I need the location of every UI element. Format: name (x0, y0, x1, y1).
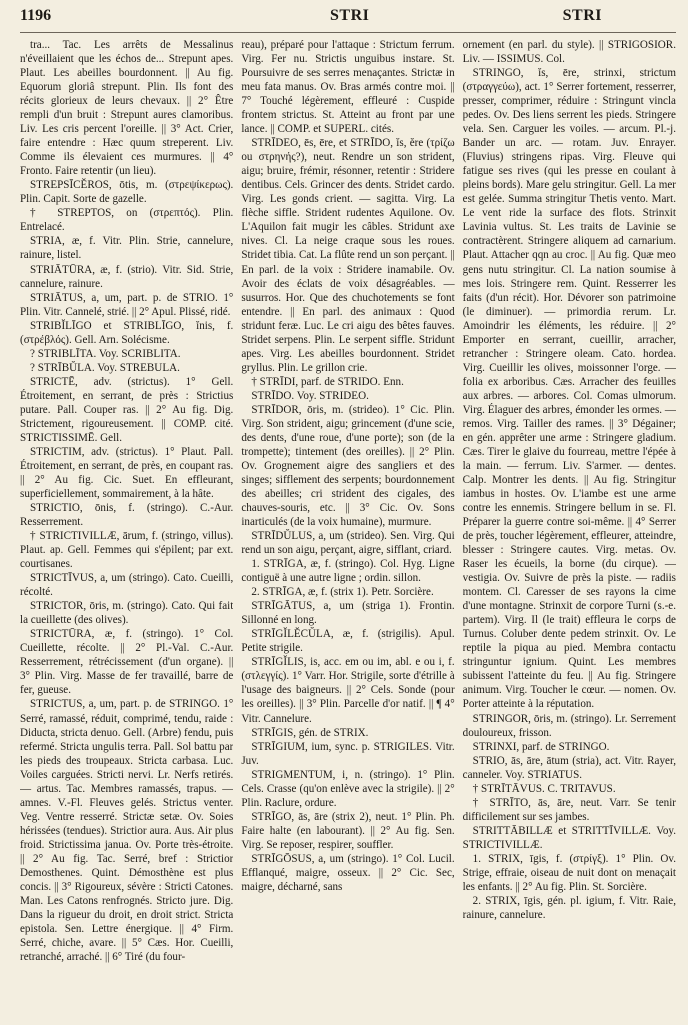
dictionary-entry: 1. STRĪGA, æ, f. (stringo). Col. Hyg. Ligne contiguë à une autre ligne ; ordin. sillon. (241, 558, 455, 585)
dictionary-entry: STRICTIO, ōnis, f. (stringo). C.-Aur. Resserrement. (20, 502, 234, 529)
dictionary-entry: ornement (en parl. du style). || STRIGOSIOR. Liv. — ISSIMUS. Col. (462, 39, 676, 66)
dictionary-entry: STRICTŪRA, æ, f. (stringo). 1° Col. Cueillette, récolte. || 2° Pl.-Val. C.-Aur. Resserrement, rétrécissement (d'un organe). || 3° Plin. Virg. Masse de fer travaillé, barre de fer, gueuse. (20, 628, 234, 697)
dictionary-entry: 2. STRĪGA, æ, f. (strix 1). Petr. Sorcière. (251, 586, 434, 599)
dictionary-entry: 2. STRIX, īgis, gén. pl. igium, f. Vitr. Raie, rainure, cannelure. (462, 894, 676, 921)
dictionary-entry: STRĪDŬLUS, a, um (strideo). Sen. Virg. Qui rend un son aigu, perçant, aigre, sifflant, criard. (241, 530, 455, 557)
dictionary-entry: STRĪGIS, gén. de STRIX. (251, 726, 369, 739)
page-number: 1196 (20, 7, 52, 24)
dictionary-entry: STRICTĒ, adv. (strictus). 1° Gell. Étroitement, en serrant, de près : Strictius putare. Pall. Couper ras. || 2° Au fig. Dig. Strictement, rigoureusement. || COMP. cité. STRICTISSIMĒ. Gell. (20, 375, 234, 444)
dictionary-entry: STRIO, ās, āre, ātum (stria), act. Vitr. Rayer, canneler. Voy. STRIATUS. (462, 754, 676, 781)
dictionary-entry: STRIA, æ, f. Vitr. Plin. Strie, cannelure, rainure, listel. (20, 235, 234, 262)
dictionary-entry: STRĪGO, ās, āre (strix 2), neut. 1° Plin. Ph. Faire halte (en labourant). || 2° Au fig. Sen. Virg. Se reposer, respirer, souffler. (241, 810, 455, 851)
dictionary-entry: † STRĪTĀVUS. C. TRITAVUS. (472, 782, 616, 795)
dictionary-entry: ? STRĪBŬLA. Voy. STREBULA. (30, 361, 180, 374)
dictionary-entry: STRITTĀBILLÆ et STRITTĪVILLÆ. Voy. STRICTIVILLÆ. (462, 824, 676, 851)
dictionary-entry: STRICTOR, ōris, m. (stringo). Cato. Qui fait la cueillette (des olives). (20, 600, 234, 627)
dictionary-entry: † STRĪDI, parf. de STRIDO. Enn. (251, 375, 404, 388)
dictionary-entry: † STRICTIVILLÆ, ārum, f. (stringo, villus). Plaut. ap. Gell. Femmes qui s'épilent; par ext. courtisanes. (20, 530, 234, 571)
dictionary-entry: STRICTIM, adv. (strictus). 1° Plaut. Pall. Étroitement, en serrant, de près, en coupant ras. || 2° Au fig. Cic. Suet. En effleurant, superficiellement, sommairement, à la hâte. (20, 445, 234, 500)
running-headword-center: STRI (330, 7, 370, 24)
dictionary-entry: STRĪGIUM, ium, sync. p. STRIGILES. Vitr. Juv. (241, 740, 455, 767)
dictionary-entry: STRICTĪVUS, a, um (stringo). Cato. Cueilli, récolté. (20, 572, 234, 599)
dictionary-entry: tra... Tac. Les arrêts de Messalinus n'éveillaient que les échos de... Strepunt apes. Plaut. Les abeilles bourdonnent. || Au fig. Equorum gloriâ strepunt. Plin. Ils font des récits glorieux de leurs chevaux. || 2° Être rempli d'un bruit : Strepunt aures clamoribus. Liv. Les cris percent l'oreille. || 3° Act. Crier, faire entendre : Hæc quum streperent. Liv. Comme ils élevaient ces murmures. || 4° Fronto. Faire retentir (un lieu). (20, 39, 234, 178)
column-middle (241, 38, 454, 1021)
column-left (20, 38, 233, 1021)
dictionary-entry: † STRĪTO, ās, āre, neut. Varr. Se tenir difficilement sur ses jambes. (462, 796, 676, 823)
dictionary-columns (20, 38, 676, 1021)
dictionary-entry: STRĪDOR, ōris, m. (strideo). 1° Cic. Plin. Virg. Son strident, aigu; grincement (d'une scie, des dents, d'une roue, d'une porte); son (de la trompette); tintement (des oreilles). || 2° Plin. Ov. Grognement aigre des sangliers et des singes; sifflement des serpents; bourdonnement des abeilles; cri strident des cigales, des chauves-souris, etc. || 3° Cic. Ov. Sons inarticulés (de la voix humaine), murmure. (241, 403, 455, 529)
running-headword-right: STRI (562, 7, 602, 24)
dictionary-entry: STRIĀTUS, a, um, part. p. de STRIO. 1° Plin. Vitr. Cannelé, strié. || 2° Apul. Plissé, ridé. (20, 291, 234, 318)
dictionary-entry: STRINGOR, ōris, m. (stringo). Lr. Serrement douloureux, frisson. (462, 712, 676, 739)
dictionary-entry: STRINXI, parf. de STRINGO. (472, 740, 610, 753)
dictionary-entry: STRĪGĀTUS, a, um (striga 1). Frontin. Sillonné en long. (241, 600, 455, 627)
dictionary-entry: reau), préparé pour l'attaque : Strictum ferrum. Virg. Fer nu. Strictis unguibus instare. St. Poursuivre de ses serres menaçantes. Strictæ in meu fata manus. Ov. Bras armés contre moi. || 7° Touché légèrement, effleuré : Cuspide frontem strictus. St. Atteint au front par une lance. || COMP. et SUPERL. cités. (241, 39, 455, 136)
dictionary-entry: † STREPTOS, on (στρεπτός). Plin. Entrelacé. (20, 207, 234, 234)
dictionary-entry: 1. STRIX, īgis, f. (στρίγξ). 1° Plin. Ov. Strige, effraie, oiseau de nuit dont on menaçait les enfants. || 2° Au fig. Plin. St. Sorcière. (462, 852, 676, 893)
dictionary-entry: STRIĀTŪRA, æ, f. (strio). Vitr. Sid. Strie, cannelure, rainure. (20, 263, 234, 290)
page-header (14, 6, 674, 30)
dictionary-entry: STRIBĬLĪGO et STRIBLĪGO, ĭnis, f. (στρέβλός). Gell. Arn. Solécisme. (20, 319, 234, 346)
dictionary-entry: STRĪDO. Voy. STRIDEO. (251, 389, 369, 402)
column-right (463, 38, 676, 1021)
dictionary-entry: STRICTUS, a, um, part. p. de STRINGO. 1° Serré, ramassé, réduit, comprimé, tendu, raide : Diducta, stricta denuo. Gell. (Arbre) fendu, puis refermé. Stricta ungulis terra. Pall. Sol battu par les pieds des troupeaux. Stricta carbasa. Luc. Voiles carguées. Stricti nervi. Lr. Nerfs retirés. — artus. Tac. Membres ramassés, trapus. — amnes. V.-Fl. Fleuves gelés. Strictus venter. Veg. Ventre resserré. Strictæ setæ. Ov. Soies hérissées (tendues). Strictior aura. Aus. Air plus froid. Strictissima janua. Ov. Porte très-étroite. || 2° Au fig. Tac. Serré, bref : Strictior Demosthenes. Quint. Démosthène est plus concis. || 3° Rigoureux, sévère : Stricti Catones. Man. Les Catons renfrognés. Stricto jure. Dig. Dans la rigueur du droit, en droit strict. Stricta epistola. Sen. Lettre énergique. || 4° Firm. Serré, chiche, avare. || 5° Cæs. Hor. Cueilli, retranché, arraché. || 6° Tiré (du four- (20, 698, 234, 964)
dictionary-entry: STREPSĪCĔROS, ōtis, m. (στρεψίκερως). Plin. Capit. Sorte de gazelle. (20, 179, 234, 206)
dictionary-entry: STRĪDEO, ēs, ēre, et STRĪDO, ĭs, ĕre (τρίζω ou στρηνής?), neut. Rendre un son strident, aigu; bruire, frémir, résonner, retentir : Stridere dentibus. Cels. Grincer des dents. Stridet cardo. Virg. Les gonds crient. — sagitta. Virg. La flèche siffle. Strident rudentes Aquilone. Ov. L'Aquilon fait mugir les câbles. Stridunt axe nives. Cl. La neige craque sous les roues. Stridet tibia. Cat. La flûte rend un son perçant. || En parl. de la voix : Stridere inamabile. Ov. Avoir des éclats de voix désagréables. — susurros. Hor. Que des chuchotements se font entendre. || En parl. des animaux : Quod stridunt feræ. Luc. Le cri aigu des bêtes fauves. Stridet serpens. Plin. Le serpent siffle. Stridunt apes. Virg. Les abeilles bourdonnent. Stridet gryllus. Plin. Le grillon crie. (241, 137, 455, 374)
header-rule (20, 32, 676, 33)
dictionary-entry: STRĪGĬLIS, is, acc. em ou im, abl. e ou i, f. (στλεγγίς). 1° Varr. Hor. Strigile, sorte d'étrille à l'usage des baigneurs. || 2° Cels. Sonde (pour les oreilles). || 3° Plin. Parcelle d'or natif. || ¶ 4° Vitr. Cannelure. (241, 656, 455, 725)
dictionary-entry: STRIGMENTUM, i, n. (stringo). 1° Plin. Cels. Crasse (qu'on enlève avec la strigile). || 2° Plin. Raclure, ordure. (241, 768, 455, 809)
dictionary-entry: STRINGO, ĭs, ēre, strinxi, strictum (στραγγεύω), act. 1° Serrer fortement, resserrer, presser, comprimer, réduire : Stringunt vincla pedes. Ov. Des liens serrent les pieds. Stringere vela. Sen. Carguer les voiles. — arcum. Pl.-j. Bander un arc. — rotam. Juv. Enrayer. (Fluvius) stringens ripas. Virg. Fleuve qui fatigue ses rives (qui les presse en coulant à pleins bords). Mare gelu stringitur. Gell. La mer est gelée. Summa stringitur Thetis vento. Mart. Le vent ride la surface des flots. Strinxit Lavinia vultus. St. Les traits de Lavinie se contractèrent. Stringere aliquem ad carnarium. Plaut. Attacher qqn au croc. || Au fig. Quæ meo gens nutu stringitur. Cl. La nation soumise à mes lois. Stringere rem. Quint. Resserrer les faits (d'un récit). Hor. Dévorer son patrimoine (le diminuer). — primordia rerum. Lr. Amoindrir les éléments, les réduire. || 2° Emporter en serrant, cueillir, arracher, retrancher : Stringere oleam. Cato. hordea. Virg. Cueillir les olives, moissonner l'orge. — folia ex arboribus. Cæs. Arracher des feuilles aux arbres. — arbores. Col. Comas ulmorum. Virg. Élaguer des arbres, émonder les ormes. — remos. Virg. Tailler des rames. || 3° Dégainer; en gén. apprêter une arme : Stringere gladium. Cæs. Tirer le glaive du fourreau, mettre l'épée à la main. — ferrum. Liv. S'armer. — dentes. Calp. Montrer les dents. || Au fig. Stringitur iambus in hostes. Ov. L'iambe est une arme contre les ennemis. Stringere bellum in se. Fl. Préparer la guerre contre soi-même. || 4° Serrer de près, toucher légèrement, effleurer, atteindre, blesser : Stringere cautes. Virg. metas. Ov. Raser les écueils, la borne (du cirque). — vestigia. Ov. Suivre de près la piste. — radiis montem. Cl. Caresser de ses rayons la cime d'une montagne. Strinxit de corpore Turni (s.-e. partem). Virg. Il (le trait) effleura le corps de Turnus. Coluber dente pedem strinxit. Ov. Le reptile la piqua au pied. Membra contactu stringuntur ignium. Quint. Les membres subissent l'atteinte du feu. || Au fig. Stringere animum. Virg. Toucher le cœur. — nomen. Ov. Porter atteinte à la réputation. (462, 67, 676, 711)
dictionary-entry: STRĪGĬLĔCŬLA, æ, f. (strigilis). Apul. Petite strigile. (241, 628, 455, 655)
dictionary-entry: ? STRIBLĪTA. Voy. SCRIBLITA. (30, 347, 181, 360)
dictionary-entry: STRĪGŌSUS, a, um (stringo). 1° Col. Lucil. Efflanqué, maigre, osseux. || 2° Cic. Sec, maigre, décharné, sans (241, 852, 455, 893)
